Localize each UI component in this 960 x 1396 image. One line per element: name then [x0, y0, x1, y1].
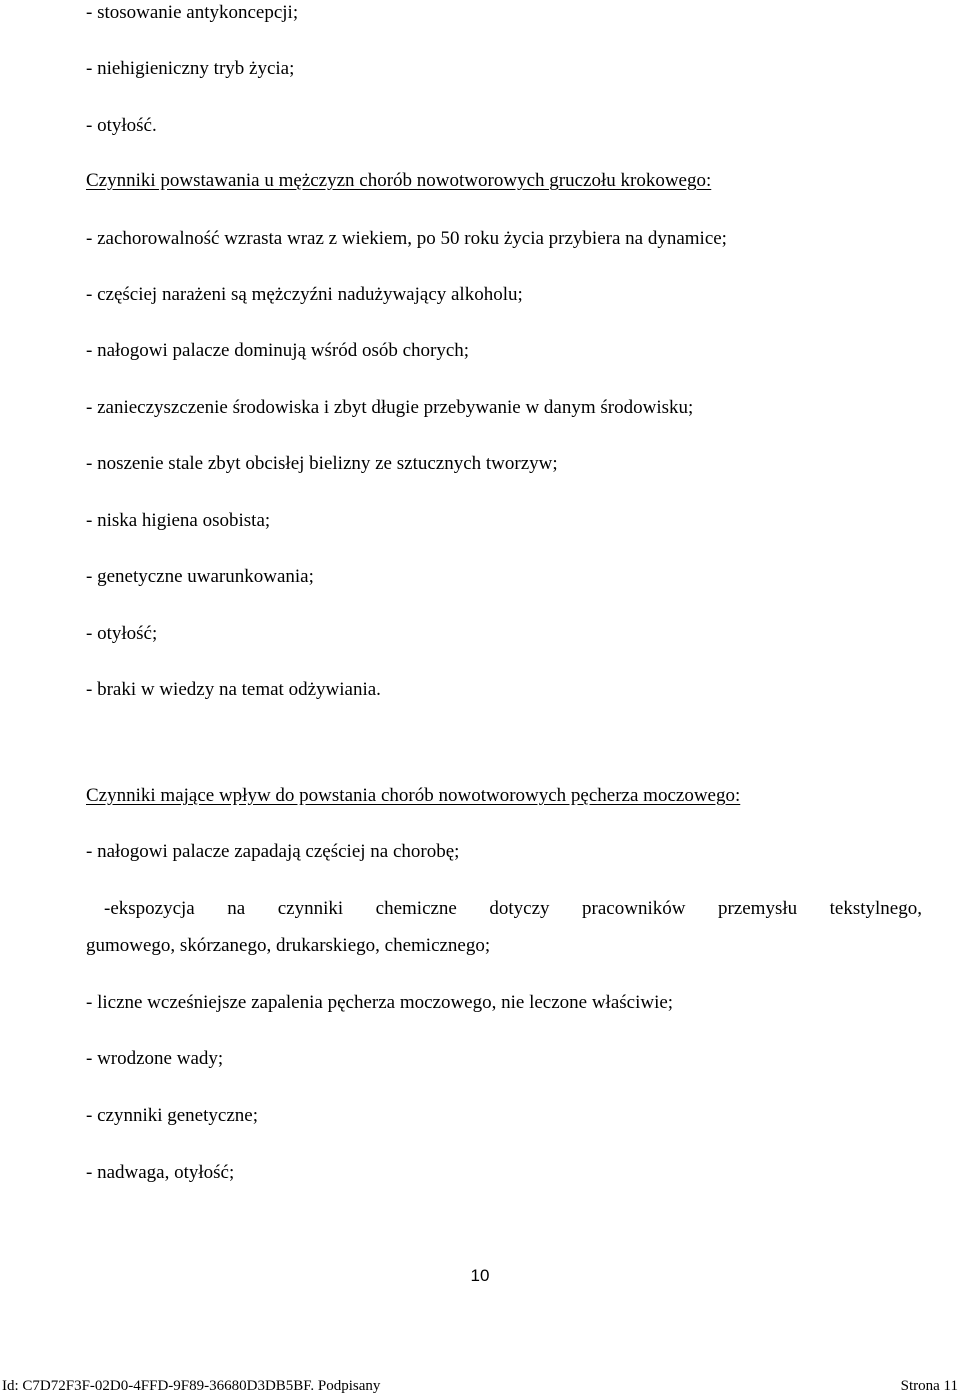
list-item: - niska higiena osobista;	[86, 510, 271, 531]
list-item: - genetyczne uwarunkowania;	[86, 566, 314, 587]
list-item: - stosowanie antykoncepcji;	[86, 2, 299, 23]
list-item-continuation: gumowego, skórzanego, drukarskiego, chemicznego;	[86, 935, 491, 956]
list-item: - braki w wiedzy na temat odżywiania.	[86, 679, 381, 700]
list-item: - częściej narażeni są mężczyźni nadużywający alkoholu;	[86, 284, 523, 305]
list-item: -ekspozycja na czynniki chemiczne dotyczy pracowników przemysłu tekstylnego,	[104, 898, 922, 919]
footer	[0, 1376, 960, 1396]
list-item: - noszenie stale zbyt obcisłej bielizny ze sztucznych tworzyw;	[86, 453, 558, 474]
footer-page-label: Strona 11	[900, 1378, 958, 1394]
list-item: - nałogowi palacze zapadają częściej na chorobę;	[86, 841, 460, 862]
list-item: - niehigieniczny tryb życia;	[86, 58, 295, 79]
list-item: - wrodzone wady;	[86, 1048, 224, 1069]
list-item: - nadwaga, otyłość;	[86, 1162, 235, 1183]
list-item: - nałogowi palacze dominują wśród osób chorych;	[86, 340, 470, 361]
footer-document-id: Id: C7D72F3F-02D0-4FFD-9F89-36680D3DB5BF. Podpisany	[2, 1378, 381, 1394]
section-heading-bladder: Czynniki mające wpływ do powstania chorób nowotworowych pęcherza moczowego:	[86, 785, 741, 806]
list-item: - czynniki genetyczne;	[86, 1105, 258, 1126]
section-heading-prostate: Czynniki powstawania u mężczyzn chorób nowotworowych gruczołu krokowego:	[86, 170, 712, 191]
list-item: - zanieczyszczenie środowiska i zbyt długie przebywanie w danym środowisku;	[86, 397, 694, 418]
page-number: 10	[470, 1266, 490, 1285]
list-item: - otyłość;	[86, 623, 158, 644]
list-item: - otyłość.	[86, 115, 157, 136]
list-item: - liczne wcześniejsze zapalenia pęcherza moczowego, nie leczone właściwie;	[86, 992, 674, 1013]
list-item: - zachorowalność wzrasta wraz z wiekiem, po 50 roku życia przybiera na dynamice;	[86, 228, 727, 249]
